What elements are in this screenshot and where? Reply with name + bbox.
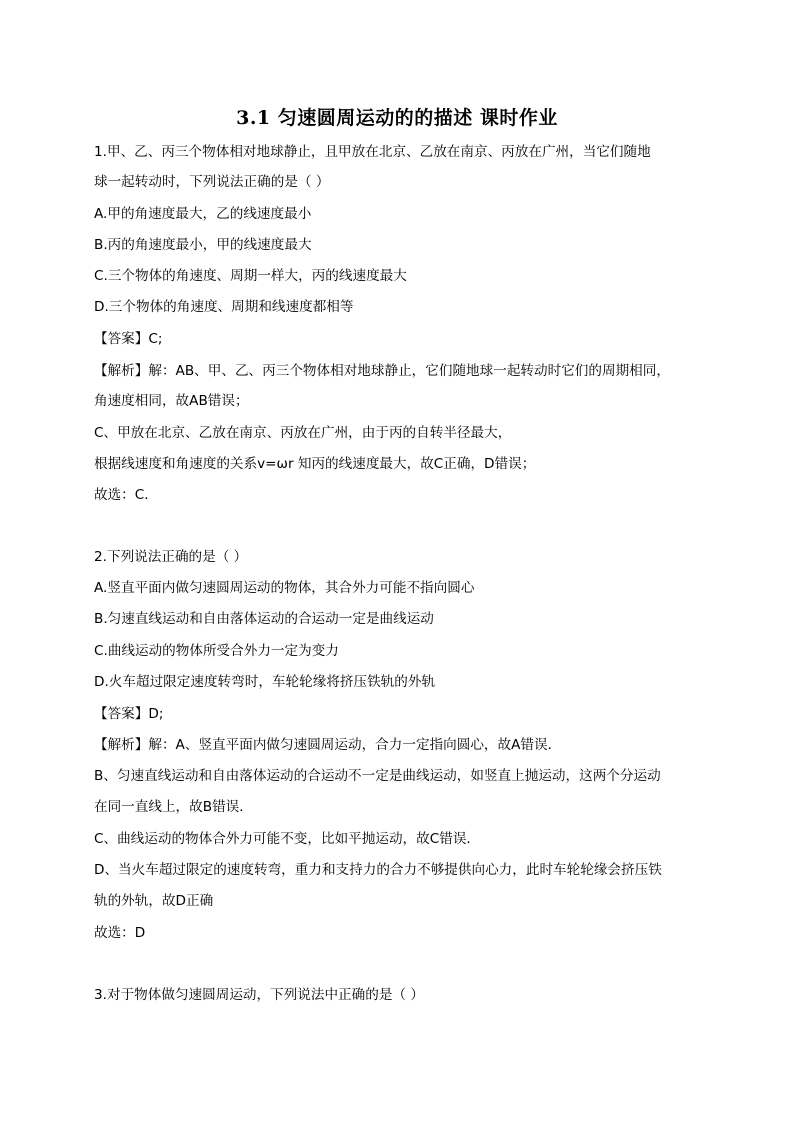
q2-analysis-line2: B、匀速直线运动和自由落体运动的合运动不一定是曲线运动，如竖直上抛运动，这两个分运动 bbox=[94, 768, 661, 784]
q2-analysis-line1: 【解析】解：A、竖直平面内做匀速圆周运动，合力一定指向圆心，故A错误． bbox=[94, 737, 562, 753]
q2-answer: 【答案】D; bbox=[94, 706, 164, 722]
q2-option-d: D.火车超过限定速度转弯时，车轮轮缘将挤压铁轨的外轨 bbox=[94, 674, 436, 690]
q1-option-a: A.甲的角速度最大，乙的线速度最小 bbox=[94, 206, 312, 222]
page-title: 3.1 匀速圆周运动的的描述 课时作业 bbox=[236, 107, 558, 129]
q1-analysis-line2: 角速度相同，故AB错误； bbox=[94, 393, 249, 409]
q1-analysis-line4: 根据线速度和角速度的关系v=ωr 知丙的线速度最大，故C正确，D错误； bbox=[94, 456, 536, 472]
q3-stem: 3.对于物体做匀速圆周运动，下列说法中正确的是（ ） bbox=[94, 987, 424, 1003]
q1-conclusion: 故选：C． bbox=[94, 487, 158, 503]
q2-conclusion: 故选：D bbox=[94, 925, 146, 941]
q2-option-c: C.曲线运动的物体所受合外力一定为变力 bbox=[94, 643, 339, 659]
q1-analysis-line1: 【解析】解：AB、甲、乙、丙三个物体相对地球静止，它们随地球一起转动时它们的周期相同， bbox=[94, 363, 670, 379]
q2-analysis-line4: C、曲线运动的物体合外力可能不变，比如平抛运动，故C错误． bbox=[94, 831, 481, 847]
q2-stem: 2.下列说法正确的是（ ） bbox=[94, 549, 248, 565]
q1-stem-line2: 球一起转动时，下列说法正确的是（ ） bbox=[94, 174, 330, 190]
q1-stem-line1: 1.甲、乙、丙三个物体相对地球静止，且甲放在北京、乙放在南京、丙放在广州，当它们随地 bbox=[94, 144, 651, 160]
q1-answer: 【答案】C; bbox=[94, 331, 163, 347]
q2-option-b: B.匀速直线运动和自由落体运动的合运动一定是曲线运动 bbox=[94, 611, 434, 627]
q1-option-b: B.丙的角速度最小，甲的线速度最大 bbox=[94, 237, 312, 253]
q1-analysis-line3: C、甲放在北京、乙放在南京、丙放在广州，由于丙的自转半径最大， bbox=[94, 425, 512, 441]
q1-option-d: D.三个物体的角速度、周期和线速度都相等 bbox=[94, 299, 354, 315]
q2-analysis-line5: D、当火车超过限定的速度转弯，重力和支持力的合力不够提供向心力，此时车轮轮缘会挤压铁 bbox=[94, 862, 662, 878]
q2-option-a: A.竖直平面内做匀速圆周运动的物体，其合外力可能不指向圆心 bbox=[94, 580, 475, 596]
q2-analysis-line3: 在同一直线上，故B错误． bbox=[94, 799, 253, 815]
q2-analysis-line6: 轨的外轨，故D正确 bbox=[94, 893, 214, 909]
q1-option-c: C.三个物体的角速度、周期一样大，丙的线速度最大 bbox=[94, 268, 407, 284]
